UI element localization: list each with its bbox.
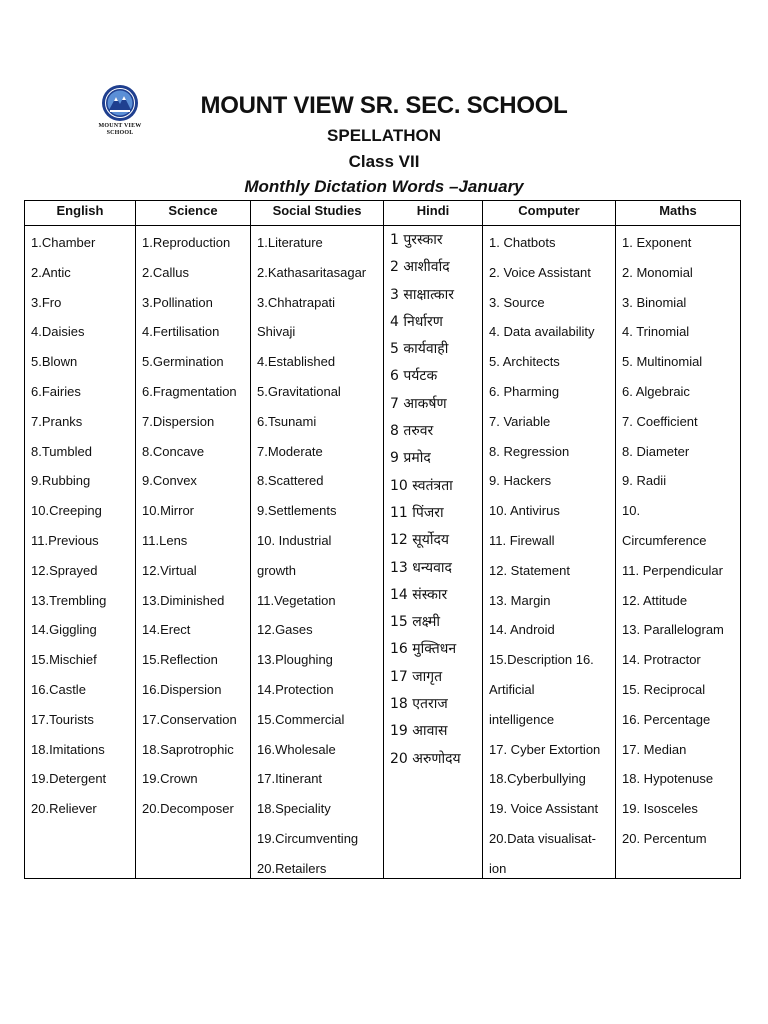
- word-item: 4.Daisies: [31, 324, 85, 340]
- word-item: 3. Binomial: [622, 294, 687, 310]
- word-item: 20.Retailers: [257, 860, 327, 876]
- logo-text-line1: MOUNT VIEW: [98, 123, 142, 129]
- word-item: 5. Architects: [489, 354, 560, 370]
- column-science: [136, 201, 250, 824]
- column-header-maths: Maths: [659, 203, 697, 218]
- word-item: 15.Reflection: [142, 652, 218, 668]
- word-item: 3.Chhatrapati: [257, 294, 336, 310]
- word-item: 4. Data availability: [489, 324, 595, 340]
- word-item: 14. Protractor: [622, 652, 701, 668]
- word-item: 9.Rubbing: [31, 473, 91, 489]
- word-item: Circumference: [622, 532, 707, 548]
- word-item: 1 पुरस्कार: [390, 232, 443, 248]
- column-header-english: English: [56, 203, 104, 218]
- word-item: 13 धन्यवाद: [390, 559, 452, 576]
- word-item: 5.Germination: [142, 354, 224, 370]
- word-item: 14.Erect: [142, 622, 191, 638]
- dictation-words-table: [24, 200, 741, 879]
- word-item: 19.Detergent: [31, 771, 107, 787]
- word-item: 8.Concave: [142, 443, 205, 459]
- word-item: 18. Hypotenuse: [622, 771, 714, 787]
- word-item: 17. Cyber Extortion: [489, 741, 601, 757]
- word-item: 7 आकर्षण: [390, 395, 447, 412]
- word-item: 20.Decomposer: [142, 801, 234, 817]
- word-item: 14 संस्कार: [390, 586, 448, 603]
- word-item: 14. Android: [489, 622, 555, 638]
- event-title: SPELLATHON: [327, 126, 441, 145]
- word-item: 15 लक्ष्मी: [390, 614, 440, 631]
- word-item: 12. Statement: [489, 562, 570, 578]
- word-item: 20.Data visualisat-: [489, 830, 596, 846]
- word-item: 15.Commercial: [257, 711, 345, 727]
- word-item: Shivaji: [257, 324, 296, 340]
- word-item: 8.Tumbled: [31, 443, 92, 459]
- column-social-studies: [251, 201, 383, 884]
- word-item: 8.Scattered: [257, 473, 324, 489]
- word-item: 2. Voice Assistant: [489, 264, 591, 280]
- word-item: ion: [489, 860, 507, 876]
- word-item: 8. Regression: [489, 443, 570, 459]
- word-item: 8 तरुवर: [390, 423, 434, 440]
- word-item: 4.Fertilisation: [142, 324, 220, 340]
- word-item: 7. Variable: [489, 413, 551, 429]
- word-item: 1.Literature: [257, 235, 323, 250]
- word-item: 6.Fairies: [31, 383, 81, 399]
- word-item: 7. Coefficient: [622, 413, 698, 429]
- column-header-science: Science: [168, 203, 218, 218]
- word-list-computer: [483, 225, 615, 884]
- word-item: 10.Mirror: [142, 503, 195, 519]
- word-item: 19.Crown: [142, 771, 198, 787]
- word-item: 19. Isosceles: [622, 801, 698, 817]
- word-item: 10.Creeping: [31, 503, 102, 519]
- word-item: 10. Antivirus: [489, 503, 560, 519]
- word-item: 15.Description 16.: [489, 652, 594, 668]
- word-item: 10.: [622, 503, 641, 519]
- word-item: 4.Established: [257, 354, 336, 370]
- word-item: 18 एतराज: [390, 696, 448, 713]
- word-item: 17.Itinerant: [257, 771, 323, 787]
- word-list-maths: [616, 225, 740, 854]
- word-item: 2.Antic: [31, 264, 71, 280]
- word-item: 16. Percentage: [622, 711, 711, 727]
- word-item: 7.Dispersion: [142, 413, 215, 429]
- word-item: 17.Tourists: [31, 711, 94, 727]
- word-item: 1.Reproduction: [142, 235, 231, 250]
- word-item: 6 पर्यटक: [390, 368, 438, 385]
- word-item: 11. Firewall: [489, 532, 555, 548]
- word-item: 12 सूर्योदय: [390, 532, 450, 549]
- word-item: 11 पिंजरा: [390, 504, 444, 521]
- word-item: 13.Ploughing: [257, 652, 333, 668]
- word-list-hindi: [384, 225, 482, 773]
- word-item: 11.Previous: [31, 532, 99, 548]
- word-item: 5.Blown: [31, 354, 78, 370]
- word-item: 11.Lens: [142, 532, 188, 548]
- word-item: 11. Perpendicular: [622, 562, 723, 578]
- word-list-science: [136, 225, 250, 824]
- word-item: 3 साक्षात्कार: [390, 286, 454, 303]
- word-item: 20. Percentum: [622, 830, 707, 846]
- word-list-english: [25, 225, 135, 824]
- word-item: 6.Fragmentation: [142, 383, 237, 399]
- word-item: 19 आवास: [390, 723, 448, 740]
- school-name: MOUNT VIEW SR. SEC. SCHOOL: [200, 92, 568, 119]
- word-item: 20 अरुणोदय: [390, 750, 461, 767]
- word-item: growth: [257, 562, 297, 578]
- word-item: 3.Pollination: [142, 294, 213, 310]
- word-item: 2.Callus: [142, 264, 189, 280]
- word-item: 13. Margin: [489, 592, 551, 608]
- word-item: 18.Imitations: [31, 741, 105, 757]
- word-item: 15.Mischief: [31, 652, 97, 668]
- class-label: Class VII: [348, 152, 420, 171]
- page-subtitle: Monthly Dictation Words –January: [244, 177, 524, 196]
- word-item: 16.Dispersion: [142, 681, 222, 697]
- word-item: 2. Monomial: [622, 264, 693, 280]
- word-item: 1. Exponent: [622, 235, 692, 250]
- word-item: 10 स्वतंत्रता: [390, 477, 453, 494]
- word-item: 9.Settlements: [257, 503, 337, 519]
- word-item: 9.Convex: [142, 473, 197, 489]
- column-header-social-studies: Social Studies: [272, 203, 362, 218]
- column-computer: [483, 201, 615, 884]
- word-item: 18.Speciality: [257, 801, 331, 817]
- word-item: 19.Circumventing: [257, 830, 359, 846]
- word-item: 20.Reliever: [31, 801, 97, 817]
- word-item: 8. Diameter: [622, 443, 690, 459]
- word-item: 10. Industrial: [257, 532, 332, 548]
- word-item: 12.Virtual: [142, 562, 197, 578]
- word-item: 17.Conservation: [142, 711, 237, 727]
- word-item: 14.Giggling: [31, 622, 97, 638]
- word-item: 13. Parallelogram: [622, 622, 724, 638]
- word-item: 3. Source: [489, 294, 545, 310]
- column-maths: [616, 201, 740, 854]
- word-item: 16 मुक्तिधन: [390, 641, 457, 658]
- word-item: 2.Kathasaritasagar: [257, 264, 367, 280]
- word-item: 5 कार्यवाही: [390, 341, 449, 358]
- word-item: 7.Moderate: [257, 443, 323, 459]
- word-item: 1. Chatbots: [489, 235, 556, 250]
- word-item: 12. Attitude: [622, 592, 688, 608]
- word-item: 11.Vegetation: [257, 592, 336, 608]
- word-item: 2 आशीर्वाद: [390, 259, 450, 276]
- column-english: [25, 201, 135, 824]
- word-item: intelligence: [489, 711, 555, 727]
- word-item: 6.Tsunami: [257, 413, 317, 429]
- word-item: 6. Pharming: [489, 383, 560, 399]
- logo-text-line2: SCHOOL: [106, 130, 134, 136]
- word-item: 12.Gases: [257, 622, 313, 638]
- word-item: 4. Trinomial: [622, 324, 690, 340]
- word-item: 6. Algebraic: [622, 383, 690, 399]
- word-item: 18.Cyberbullying: [489, 771, 586, 787]
- word-item: 16.Castle: [31, 681, 86, 697]
- word-item: 13.Diminished: [142, 592, 225, 608]
- word-item: 5.Gravitational: [257, 383, 341, 399]
- word-item: 12.Sprayed: [31, 562, 98, 578]
- word-list-social-studies: [251, 225, 383, 884]
- word-item: 9. Radii: [622, 473, 667, 489]
- word-item: 15. Reciprocal: [622, 681, 706, 697]
- word-item: 17 जागृत: [390, 668, 443, 685]
- column-hindi: [384, 201, 482, 773]
- word-item: 13.Trembling: [31, 592, 107, 608]
- column-header-computer: Computer: [518, 203, 580, 218]
- word-item: 4 निर्धारण: [390, 313, 443, 330]
- word-item: 18.Saprotrophic: [142, 741, 234, 757]
- column-header-hindi: Hindi: [416, 203, 450, 218]
- word-item: 19. Voice Assistant: [489, 801, 599, 817]
- word-item: Artificial: [489, 681, 535, 697]
- word-item: 9. Hackers: [489, 473, 552, 489]
- word-item: 5. Multinomial: [622, 354, 703, 370]
- word-item: 14.Protection: [257, 681, 334, 697]
- word-item: 9 प्रमोद: [390, 450, 431, 467]
- word-item: 17. Median: [622, 741, 687, 757]
- word-item: 3.Fro: [31, 294, 62, 310]
- word-item: 1.Chamber: [31, 235, 96, 250]
- word-item: 7.Pranks: [31, 413, 83, 429]
- word-item: 16.Wholesale: [257, 741, 336, 757]
